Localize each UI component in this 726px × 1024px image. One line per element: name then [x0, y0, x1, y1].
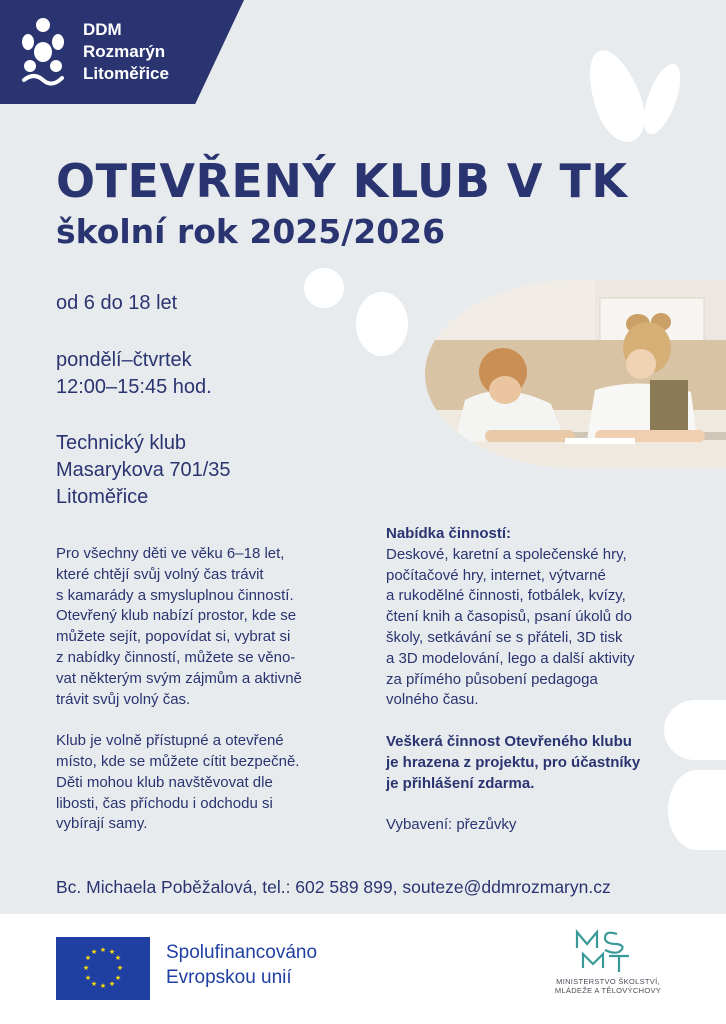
page-title: OTEVŘENÝ KLUB V TK — [56, 154, 628, 208]
intro-line: můžete sejít, popovídat si, vybrat si — [56, 628, 291, 646]
intro-line: Pro všechny děti ve věku 6–18 let, — [56, 545, 285, 562]
intro-line: z nabídky činností, můžete se věno- — [56, 648, 296, 666]
decor-blob-top-small — [636, 59, 688, 138]
intro-line: vat některým svým zájmům a aktivně — [56, 669, 302, 687]
eu-cofunding-text — [166, 940, 317, 990]
eu-text-line-2: Evropskou unií — [166, 967, 292, 988]
logo-figure-icon — [20, 16, 66, 88]
logo-text — [83, 19, 169, 85]
activity-line: počítačové hry, internet, výtvarné — [386, 566, 606, 584]
eu-text-line-1: Spolufinancováno — [166, 942, 318, 963]
equipment-note: Vybavení: přezůvky — [386, 816, 517, 834]
svg-text:★: ★ — [108, 948, 116, 956]
activity-line: a 3D modelování, lego a další aktivity — [386, 649, 635, 667]
access-line: místo, kde se můžete cítit bezpečně. — [56, 752, 300, 770]
msmt-logo-icon — [573, 928, 633, 974]
svg-text:★: ★ — [99, 946, 107, 954]
ministry-line-1: MINISTERSTVO ŠKOLSTVÍ, — [556, 977, 660, 986]
age-range: od 6 do 18 let — [56, 292, 178, 314]
access-line: vybírají samy. — [56, 815, 148, 833]
svg-text:★: ★ — [84, 954, 92, 962]
funding-line: Veškerá činnost Otevřeného klubu — [386, 732, 632, 750]
logo-line-2: Rozmarýn — [83, 42, 166, 61]
activity-line: Deskové, karetní a společenské hry, — [386, 545, 627, 563]
funding-line: je přihlášení zdarma. — [386, 774, 535, 792]
svg-text:★: ★ — [82, 964, 90, 972]
place-street: Masarykova 701/35 — [56, 459, 231, 481]
ministry-line-2: MLÁDEŽE A TĚLOVÝCHOVY — [554, 986, 662, 995]
eu-flag-icon — [56, 937, 150, 1000]
left-column — [56, 544, 376, 835]
logo-line-3: Litoměřice — [83, 64, 169, 83]
logo-line-1: DDM — [83, 20, 122, 39]
activity-line: volného času. — [386, 691, 479, 709]
activity-line: čtení knih a časopisů, psaní úkolů do — [386, 608, 632, 626]
page-subtitle: školní rok 2025/2026 — [56, 212, 446, 251]
place-city: Litoměřice — [56, 486, 149, 508]
access-line: Děti mohou klub navštěvovat dle — [56, 773, 273, 791]
intro-line: trávit svůj volný čas. — [56, 690, 191, 708]
access-line: Klub je volně přístupné a otevřené — [56, 732, 284, 750]
children-photo — [425, 280, 726, 468]
intro-line: které chtějí svůj volný čas trávit — [56, 565, 264, 583]
svg-text:★: ★ — [84, 974, 92, 982]
access-line: libosti, čas příchodu i odchodu si — [56, 794, 273, 812]
schedule-days: pondělí–čtvrtek — [56, 349, 192, 371]
decor-blob-top — [578, 43, 654, 149]
funding-line: je hrazena z projektu, pro účastníky — [386, 753, 641, 771]
activity-line: za přímého působení pedagoga — [386, 670, 598, 688]
right-column — [386, 524, 686, 836]
intro-line: Otevřený klub nabízí prostor, kde se — [56, 607, 297, 625]
svg-text:★: ★ — [99, 982, 107, 990]
svg-text:★: ★ — [90, 948, 98, 956]
schedule-hours: 12:00–15:45 hod. — [56, 376, 212, 398]
svg-text:★: ★ — [108, 980, 116, 988]
ministry-text — [538, 977, 678, 995]
activity-line: a rukodělné činnosti, fotbálek, kvízy, — [386, 587, 626, 605]
svg-text:★: ★ — [114, 974, 122, 982]
decor-dot-1 — [304, 268, 344, 308]
svg-text:★: ★ — [116, 964, 124, 972]
svg-text:★: ★ — [90, 980, 98, 988]
activities-heading: Nabídka činností: — [386, 525, 512, 542]
place-name: Technický klub — [56, 432, 187, 454]
intro-line: s kamarády a smysluplnou činností. — [56, 586, 294, 604]
activity-line: školy, setkávání se s přáteli, 3D tisk — [386, 628, 623, 646]
contact-line: Bc. Michaela Poběžalová, tel.: 602 589 899, souteze@ddmrozmaryn.cz — [56, 877, 611, 897]
svg-text:★: ★ — [114, 954, 122, 962]
decor-dot-2 — [356, 292, 408, 356]
